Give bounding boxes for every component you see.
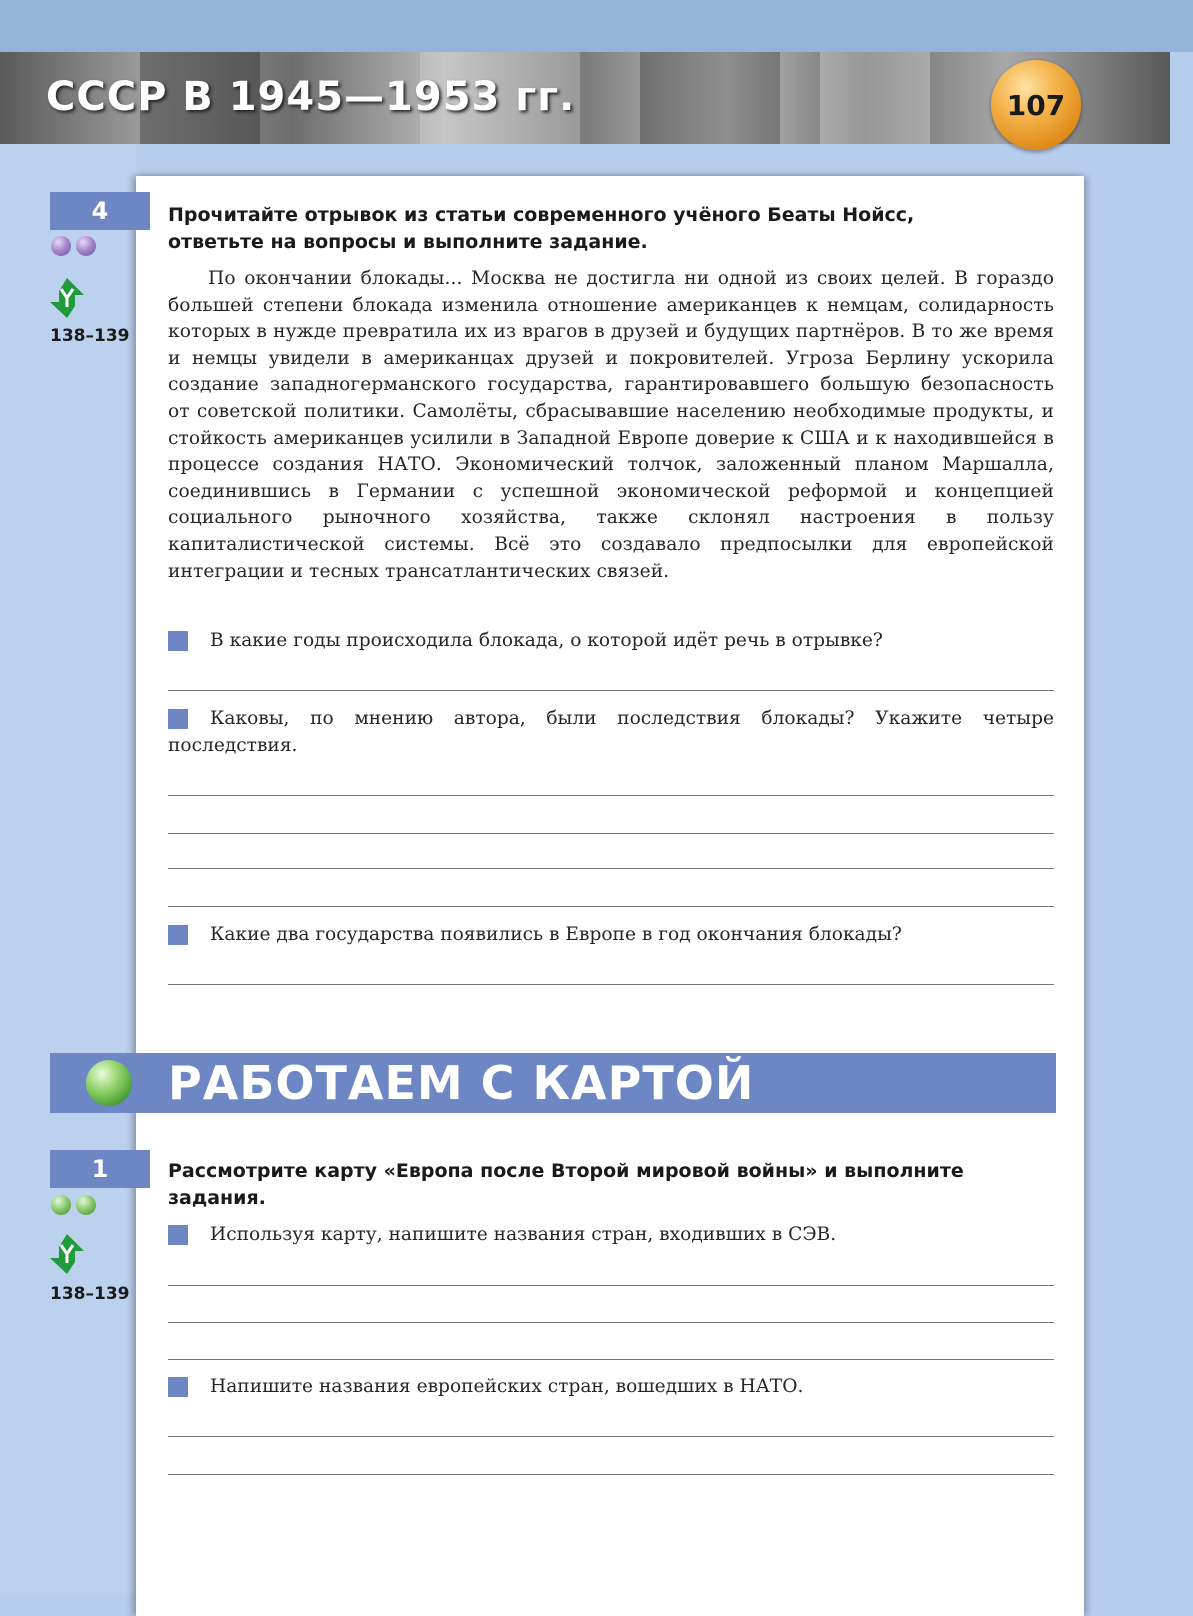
difficulty-dot-icon [76, 236, 96, 256]
task-4-number: 4 [50, 192, 150, 230]
answer-line[interactable] [168, 690, 1054, 691]
arrow-link-icon [48, 276, 86, 320]
task-4-question-3: Какие два государства появились в Европе в год окончания блокады? [210, 924, 902, 945]
answer-line[interactable] [168, 1474, 1054, 1475]
answer-line[interactable] [168, 795, 1054, 796]
answer-line[interactable] [168, 1322, 1054, 1323]
task-4-question-1: В какие годы происходила блокада, о которой идёт речь в отрывке? [210, 630, 883, 651]
difficulty-dot-icon [76, 1195, 96, 1215]
left-margin-column [0, 144, 136, 1593]
difficulty-dot-icon [51, 236, 71, 256]
answer-line[interactable] [168, 984, 1054, 985]
answer-line[interactable] [168, 906, 1054, 907]
task-1-question-1: Используя карту, напишите названия стран, входивших в СЭВ. [210, 1224, 837, 1245]
page-number: 107 [991, 60, 1081, 150]
task-1-instruction: Рассмотрите карту «Европа после Второй мировой войны» и выполните задания. [168, 1160, 964, 1209]
arrow-link-icon [48, 1232, 86, 1276]
top-strip [0, 0, 1193, 52]
section-title: РАБОТАЕМ С КАРТОЙ [168, 1056, 755, 1110]
chapter-title: СССР В 1945—1953 гг. [46, 74, 576, 120]
task-1-number: 1 [50, 1150, 150, 1188]
task-4-instruction: Прочитайте отрывок из статьи современного учёного Беаты Нойсс, ответьте на вопросы и выполните задание. [168, 204, 915, 253]
section-ball-icon [86, 1060, 132, 1106]
difficulty-dot-icon [51, 1195, 71, 1215]
task-4-pages-ref: 138–139 [50, 326, 130, 346]
task-1-question-2: Напишите названия европейских стран, вошедших в НАТО. [210, 1376, 804, 1397]
task-1-pages-ref: 138–139 [50, 1284, 130, 1304]
task-4-question-2: Каковы, по мнению автора, были последствия блокады? Укажите четыре последствия. [168, 708, 1054, 756]
excerpt-text: По окончании блокады... Москва не достигла ни одной из своих целей. В гораздо большей степени блокада изменила отношение американцев к немцам, солидарность которых в нужде превратила их из врагов в друзей и будущих партнёров. В то же время и немцы увидели в американцах друзей и покровителей. Угроза Берлину ускорила создание западногерманского государства, гарантировавшего большую безопасность от советской политики. Самолёты, сбрасывавшие населению необходимые продукты, и стойкость американцев усилили в Западной Европе доверие к США и к находившейся в процессе создания НАТО. Экономический толчок, заложенный планом Маршалла, соединившись в Германии с успешной экономической реформой и концепцией социального рыночного хозяйства, также склонял настроения в пользу капиталистической системы. Всё это создавало предпосылки для европейской интеграции и тесных трансатлантических связей. [168, 268, 1054, 582]
answer-line[interactable] [168, 868, 1054, 869]
answer-line[interactable] [168, 1285, 1054, 1286]
answer-line[interactable] [168, 833, 1054, 834]
answer-line[interactable] [168, 1359, 1054, 1360]
answer-line[interactable] [168, 1436, 1054, 1437]
